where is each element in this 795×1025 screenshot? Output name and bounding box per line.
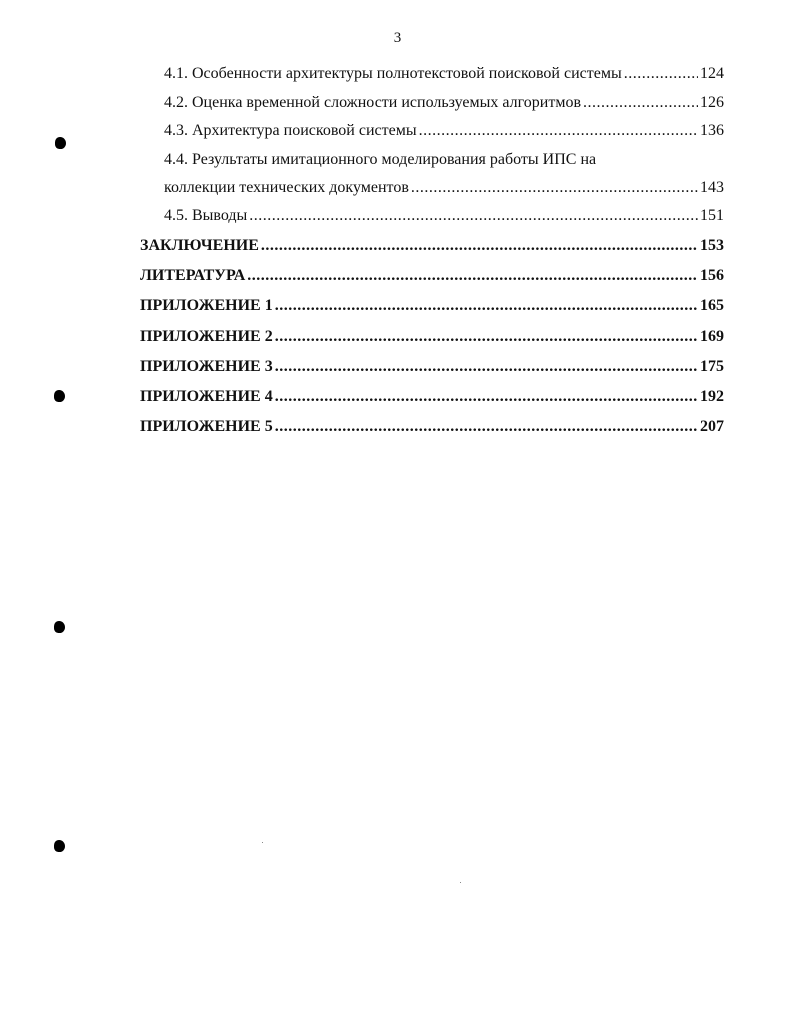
toc-entry-page: 143	[700, 178, 724, 196]
toc-entry-title: ЗАКЛЮЧЕНИЕ	[140, 236, 259, 254]
toc-entry-title: ПРИЛОЖЕНИЕ 3	[140, 357, 273, 375]
toc-entry-title: ПРИЛОЖЕНИЕ 5	[140, 418, 273, 436]
dot-leader	[624, 66, 698, 82]
dot-leader	[275, 389, 698, 405]
dot-leader	[275, 329, 698, 345]
toc-entry-title: 4.1. Особенности архитектуры полнотекстовой поисковой системы	[164, 65, 622, 83]
binder-hole-mark	[54, 621, 65, 633]
dot-leader	[419, 123, 698, 139]
toc-entry-title: ПРИЛОЖЕНИЕ 1	[140, 297, 273, 315]
toc-entry-title: 4.3. Архитектура поисковой системы	[164, 122, 417, 140]
toc-entry-page: 169	[700, 327, 724, 345]
scan-speck	[460, 882, 461, 883]
toc-entry-page: 207	[700, 418, 724, 436]
toc-entry-page: 151	[700, 207, 724, 225]
dot-leader	[261, 238, 698, 254]
toc-entry-4-1[interactable]	[140, 60, 724, 89]
toc-entry-title: ПРИЛОЖЕНИЕ 4	[140, 388, 273, 406]
toc-entry-4-4-line1[interactable]	[140, 146, 724, 174]
toc-entry-page: 126	[700, 93, 724, 111]
toc-entry-page: 124	[700, 65, 724, 83]
dot-leader	[249, 208, 698, 224]
dot-leader	[275, 359, 698, 375]
toc-entry-title: 4.4. Результаты имитационного моделирования работы ИПС на	[164, 150, 597, 168]
toc-entry-title: ПРИЛОЖЕНИЕ 2	[140, 327, 273, 345]
toc-entry-title: ЛИТЕРАТУРА	[140, 266, 246, 284]
dot-leader	[583, 95, 698, 111]
toc-entry-page: 156	[700, 266, 724, 284]
toc-entry-appendix-3[interactable]	[140, 352, 724, 382]
binder-hole-mark	[54, 840, 65, 852]
toc-entry-appendix-1[interactable]	[140, 291, 724, 321]
dot-leader	[247, 268, 698, 284]
binder-hole-mark	[54, 390, 65, 402]
toc-entry-literature[interactable]	[140, 261, 724, 291]
toc-entry-4-4-line2[interactable]	[140, 174, 724, 203]
toc-entry-page: 136	[700, 122, 724, 140]
dot-leader	[275, 298, 698, 314]
toc-entry-4-2[interactable]	[140, 89, 724, 118]
toc-entry-title: 4.2. Оценка временной сложности используемых алгоритмов	[164, 93, 582, 111]
toc-entry-page: 165	[700, 297, 724, 315]
toc-entry-4-5[interactable]	[140, 202, 724, 231]
toc-entry-appendix-2[interactable]	[140, 321, 724, 351]
toc-entry-title: 4.5. Выводы	[164, 207, 248, 225]
dot-leader	[411, 180, 698, 196]
toc-entry-conclusion[interactable]	[140, 231, 724, 261]
table-of-contents	[140, 60, 724, 443]
scan-speck	[262, 842, 263, 843]
toc-entry-appendix-5[interactable]	[140, 412, 724, 442]
toc-entry-title: коллекции технических документов	[164, 178, 409, 196]
binder-hole-mark	[55, 137, 66, 149]
toc-entry-appendix-4[interactable]	[140, 382, 724, 412]
dot-leader	[275, 419, 698, 435]
toc-entry-4-3[interactable]	[140, 117, 724, 146]
toc-entry-page: 175	[700, 357, 724, 375]
toc-entry-page: 153	[700, 236, 724, 254]
page-number: 3	[393, 30, 402, 46]
toc-entry-page: 192	[700, 388, 724, 406]
